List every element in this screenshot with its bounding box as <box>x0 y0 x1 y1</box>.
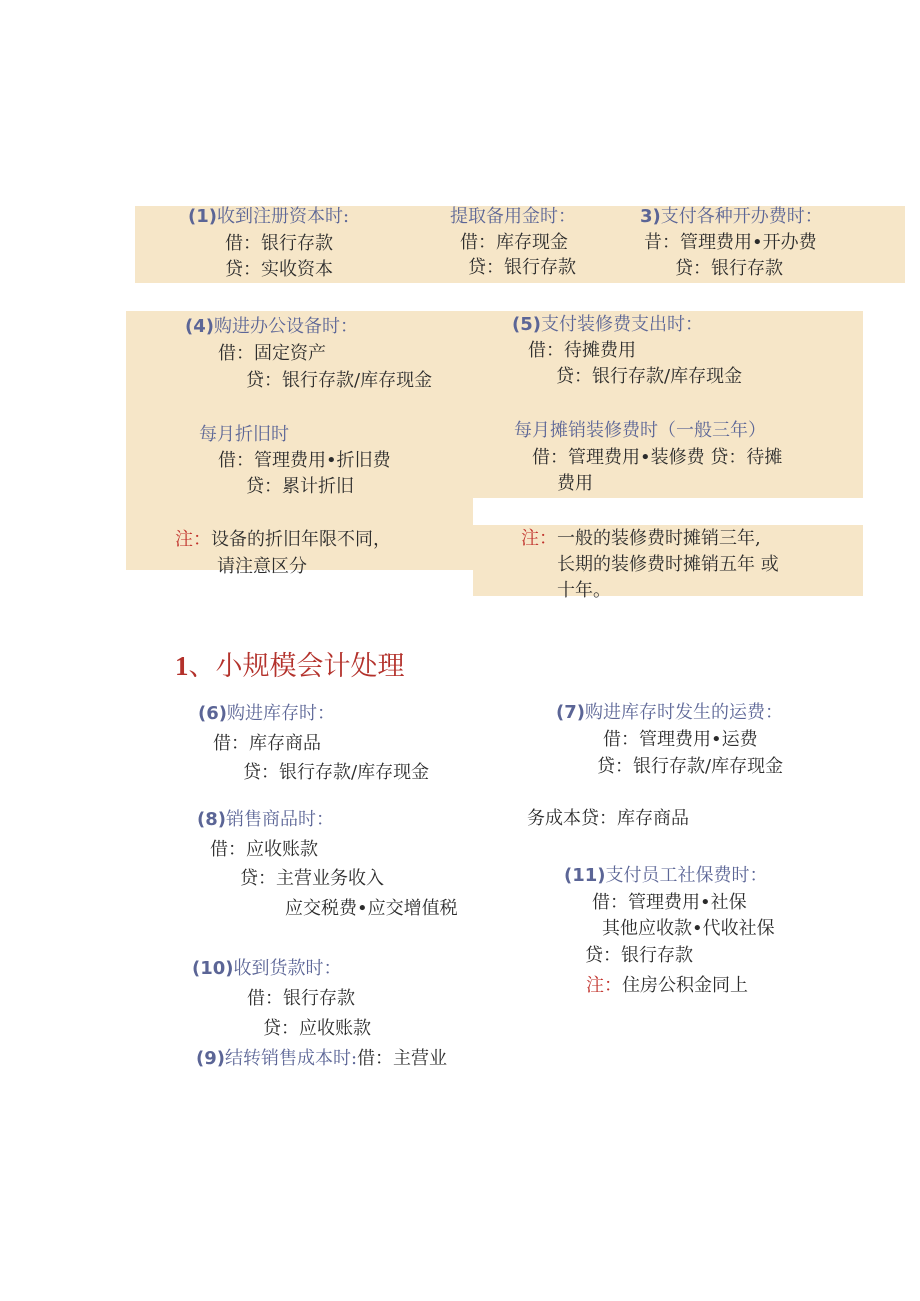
entry-6-debit: 借：库存商品 <box>213 733 321 754</box>
entry-7-number: (7) <box>556 702 585 723</box>
section-title: 1、小规模会计处理 <box>175 651 405 682</box>
entry-4-debit: 借：固定资产 <box>218 343 326 364</box>
entry-5-note-label: 注： <box>521 528 557 549</box>
entry-8-debit: 借：应收账款 <box>210 839 318 860</box>
entry-3-credit: 贷：银行存款 <box>675 258 783 279</box>
entry-11-note-label: 注： <box>586 975 622 996</box>
entry-1-credit: 贷：实收资本 <box>225 259 333 280</box>
entry-11-debit: 借：管理费用•社保 <box>592 892 747 913</box>
entry-6-number: (6) <box>198 703 227 724</box>
entry-4-note-line2: 请注意区分 <box>217 556 307 577</box>
entry-7-heading: (7)购进库存时发生的运费： <box>556 702 783 723</box>
entry-1-number: (1) <box>188 206 217 227</box>
section-title-number: 1 <box>175 651 189 681</box>
entry-5-heading: (5)支付装修费支出时： <box>512 314 703 335</box>
entry-10-credit: 贷：应收账款 <box>263 1018 371 1039</box>
entry-10-debit: 借：银行存款 <box>247 988 355 1009</box>
entry-9-line <box>196 1050 447 1068</box>
entry-5-number: (5) <box>512 314 541 335</box>
depreciation-credit: 贷：累计折旧 <box>246 476 354 497</box>
entry-11-debit-other: 其他应收款•代收社保 <box>602 918 775 939</box>
entry-10-number: (10) <box>192 958 234 979</box>
entry-1-heading: (1)收到注册资本时: <box>188 206 350 227</box>
entry-9-tail: 借：主营业 <box>357 1048 448 1069</box>
entry-8-credit-tax: 应交税费•应交增值税 <box>285 898 458 919</box>
entry-6-heading: (6)购进库存时： <box>198 703 335 724</box>
entry-4-credit: 贷：银行存款/库存现金 <box>246 370 433 391</box>
entry-5-note-line3: 十年。 <box>557 580 611 601</box>
entry-2-credit: 贷：银行存款 <box>468 257 576 278</box>
entry-4-number: (4) <box>185 316 214 337</box>
entry-3-number: 3) <box>640 206 661 227</box>
entry-5-note-clip <box>515 525 863 601</box>
entry-7-debit: 借：管理费用•运费 <box>603 729 758 750</box>
entry-5-note: 注：一般的装修费时摊销三年, <box>521 528 761 549</box>
entry-4-note-clip <box>170 525 473 577</box>
cost-carryover-fragment: 务成本贷：库存商品 <box>527 808 689 829</box>
entry-6-credit: 贷：银行存款/库存现金 <box>243 762 430 783</box>
entry-4-note: 注：设备的折旧年限不同， <box>175 529 391 550</box>
entry-9-heading: (9)结转销售成本时: <box>196 1048 358 1069</box>
depreciation-debit: 借：管理费用•折旧费 <box>218 450 391 471</box>
entry-11-number: (11) <box>564 865 606 886</box>
entry-2-heading: 提取备用金时： <box>450 206 576 227</box>
entry-3-debit: 昔：管理费用•开办费 <box>644 232 817 253</box>
entry-2-debit: 借：库存现金 <box>460 232 568 253</box>
entry-4-heading: (4)购进办公设备时： <box>185 316 358 337</box>
entry-7-credit: 贷：银行存款/库存现金 <box>597 756 784 777</box>
entry-3-clip <box>640 200 920 290</box>
entry-8-credit: 贷：主营业务收入 <box>240 868 384 889</box>
amortization-line1: 借：管理费用•装修费 贷：待摊 <box>532 447 783 468</box>
entry-11-heading: (11)支付员工社保费时： <box>564 865 768 886</box>
entry-3-heading: 3)支付各种开办费时： <box>640 206 823 227</box>
entry-5-debit: 借：待摊费用 <box>528 340 636 361</box>
amortization-line2: 费用 <box>557 473 593 494</box>
entry-1-debit: 借：银行存款 <box>225 233 333 254</box>
entry-4-note-label: 注： <box>175 529 211 550</box>
entry-10-heading: (10)收到货款时： <box>192 958 342 979</box>
entry-11-credit: 贷：银行存款 <box>585 945 693 966</box>
entry-5-note-line2: 长期的装修费时摊销五年 或 <box>557 554 779 575</box>
entry-8-number: (8) <box>197 809 226 830</box>
amortization-heading: 每月摊销装修费时（一般三年） <box>514 420 766 441</box>
entry-9-number: (9) <box>196 1048 225 1069</box>
depreciation-heading: 每月折旧时 <box>199 424 289 445</box>
entry-8-heading: (8)销售商品时： <box>197 809 334 830</box>
entry-11-note: 注：住房公积金同上 <box>586 975 748 996</box>
entry-5-credit: 贷：银行存款/库存现金 <box>556 366 743 387</box>
